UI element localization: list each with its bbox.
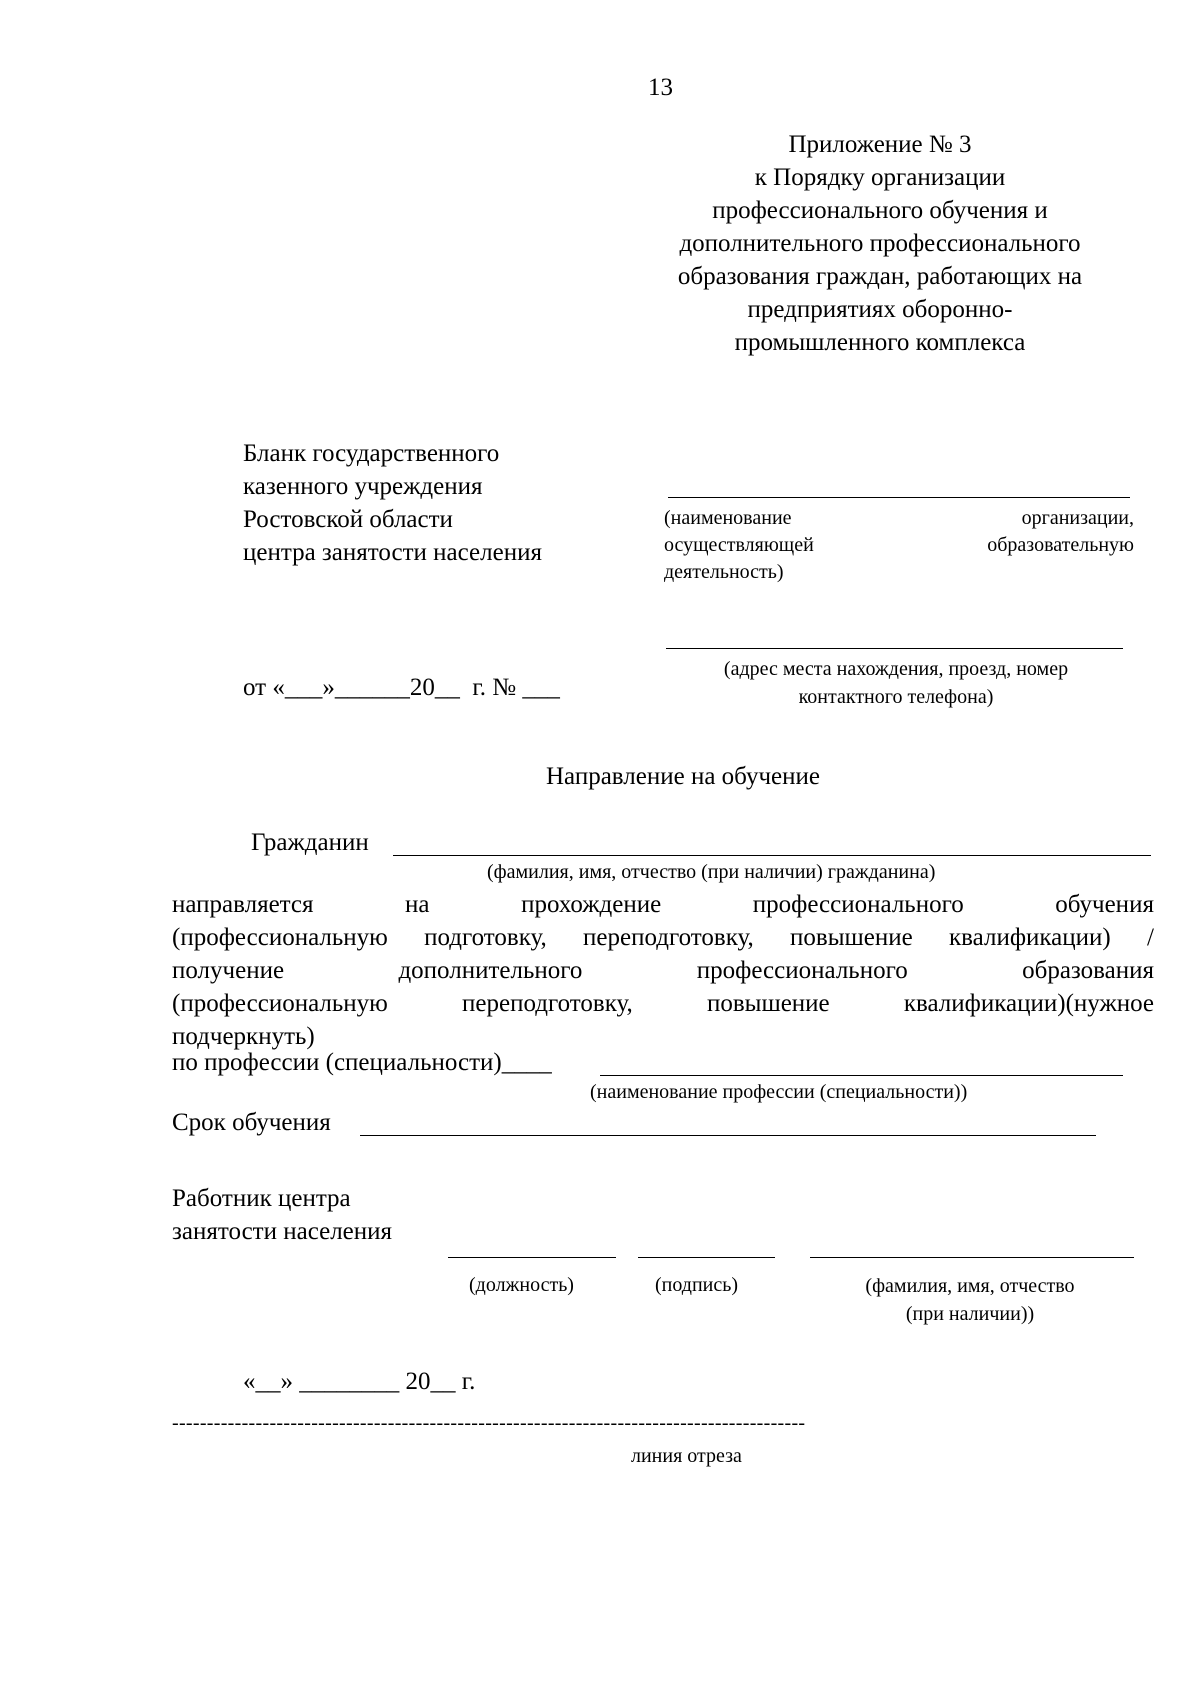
date-number-field[interactable]: от «___»______20__ г. № ___ xyxy=(243,674,560,701)
body-word: направляется xyxy=(172,891,314,918)
cut-line: ------------------------------------------------------------------------------------------- xyxy=(172,1412,806,1434)
sign-date-field[interactable]: «__» ________ 20__ г. xyxy=(243,1368,476,1395)
signature-line[interactable] xyxy=(638,1257,775,1258)
position-caption: (должность) xyxy=(469,1274,574,1296)
body-line xyxy=(172,888,1154,921)
worker-name-caption-text: (при наличии)) xyxy=(905,1303,1035,1325)
address-caption xyxy=(664,655,1128,711)
body-paragraph xyxy=(172,888,1154,1053)
appendix-line: дополнительного профессионального xyxy=(679,230,1081,257)
org-caption-text: осуществляющей xyxy=(664,534,814,556)
body-word: (профессиональную xyxy=(172,990,388,1017)
page-number: 13 xyxy=(648,74,673,101)
body-word: профессионального xyxy=(696,957,908,984)
body-word: повышение xyxy=(790,924,913,951)
profession-caption: (наименование профессии (специальности)) xyxy=(590,1081,968,1103)
worker-name-caption xyxy=(840,1272,1100,1328)
worker-name-caption-text: (фамилия, имя, отчество xyxy=(865,1275,1075,1297)
letterhead-line: казенного учреждения xyxy=(243,473,483,500)
body-word: квалификации)(нужное xyxy=(903,990,1154,1017)
worker-label-line: Работник центра xyxy=(172,1185,351,1212)
citizen-caption: (фамилия, имя, отчество (при наличии) гражданина) xyxy=(487,861,936,883)
org-caption-text: (наименование xyxy=(664,507,792,529)
citizen-name-line[interactable] xyxy=(393,855,1151,856)
appendix-line: образования граждан, работающих на xyxy=(677,263,1083,290)
appendix-line: предприятиях оборонно- xyxy=(747,296,1013,323)
org-caption xyxy=(664,505,1134,586)
body-word: квалификации) xyxy=(949,924,1111,951)
address-line[interactable] xyxy=(666,648,1123,649)
letterhead-line: Ростовской области xyxy=(243,506,453,533)
profession-label: по профессии (специальности)____ xyxy=(172,1049,552,1076)
term-label: Срок обучения xyxy=(172,1109,331,1136)
body-word: на xyxy=(405,891,430,918)
org-caption-text: организации, xyxy=(1021,507,1134,529)
body-word: / xyxy=(1147,924,1154,951)
term-line[interactable] xyxy=(360,1135,1096,1136)
body-word: образования xyxy=(1022,957,1154,984)
address-caption-text: (адрес места нахождения, проезд, номер xyxy=(723,658,1069,680)
org-caption-text: деятельность) xyxy=(664,561,784,583)
body-word: профессионального xyxy=(752,891,964,918)
body-word: дополнительного xyxy=(398,957,583,984)
letterhead-block xyxy=(243,437,542,569)
body-word: переподготовку, xyxy=(583,924,754,951)
appendix-line: промышленного комплекса xyxy=(734,329,1026,356)
profession-line[interactable] xyxy=(600,1075,1123,1076)
body-word: переподготовку, xyxy=(462,990,633,1017)
letterhead-line: центра занятости населения xyxy=(243,539,542,566)
letterhead-line: Бланк государственного xyxy=(243,440,500,467)
body-line xyxy=(172,987,1154,1020)
signature-caption: (подпись) xyxy=(655,1274,739,1296)
body-word: повышение xyxy=(706,990,830,1017)
address-caption-text: контактного телефона) xyxy=(798,686,994,708)
body-line xyxy=(172,921,1154,954)
cut-line-caption: линия отреза xyxy=(631,1445,742,1467)
document-title: Направление на обучение xyxy=(546,763,820,790)
body-word: (профессиональную xyxy=(172,924,388,951)
org-caption-text: образовательную xyxy=(987,534,1134,556)
body-word: обучения xyxy=(1055,891,1154,918)
appendix-block xyxy=(630,128,1130,359)
worker-name-line[interactable] xyxy=(810,1257,1134,1258)
worker-label-line: занятости населения xyxy=(172,1218,393,1245)
body-line xyxy=(172,954,1154,987)
appendix-line: к Порядку организации xyxy=(754,164,1006,191)
body-word: прохождение xyxy=(521,891,662,918)
citizen-label: Гражданин xyxy=(251,829,369,856)
position-line[interactable] xyxy=(448,1257,616,1258)
body-word: подготовку, xyxy=(424,924,547,951)
appendix-line: Приложение № 3 xyxy=(788,131,972,158)
worker-label xyxy=(172,1182,392,1248)
body-line: подчеркнуть) xyxy=(172,1023,315,1050)
appendix-line: профессионального обучения и xyxy=(712,197,1048,224)
org-name-line[interactable] xyxy=(668,497,1130,498)
body-word: получение xyxy=(172,957,285,984)
